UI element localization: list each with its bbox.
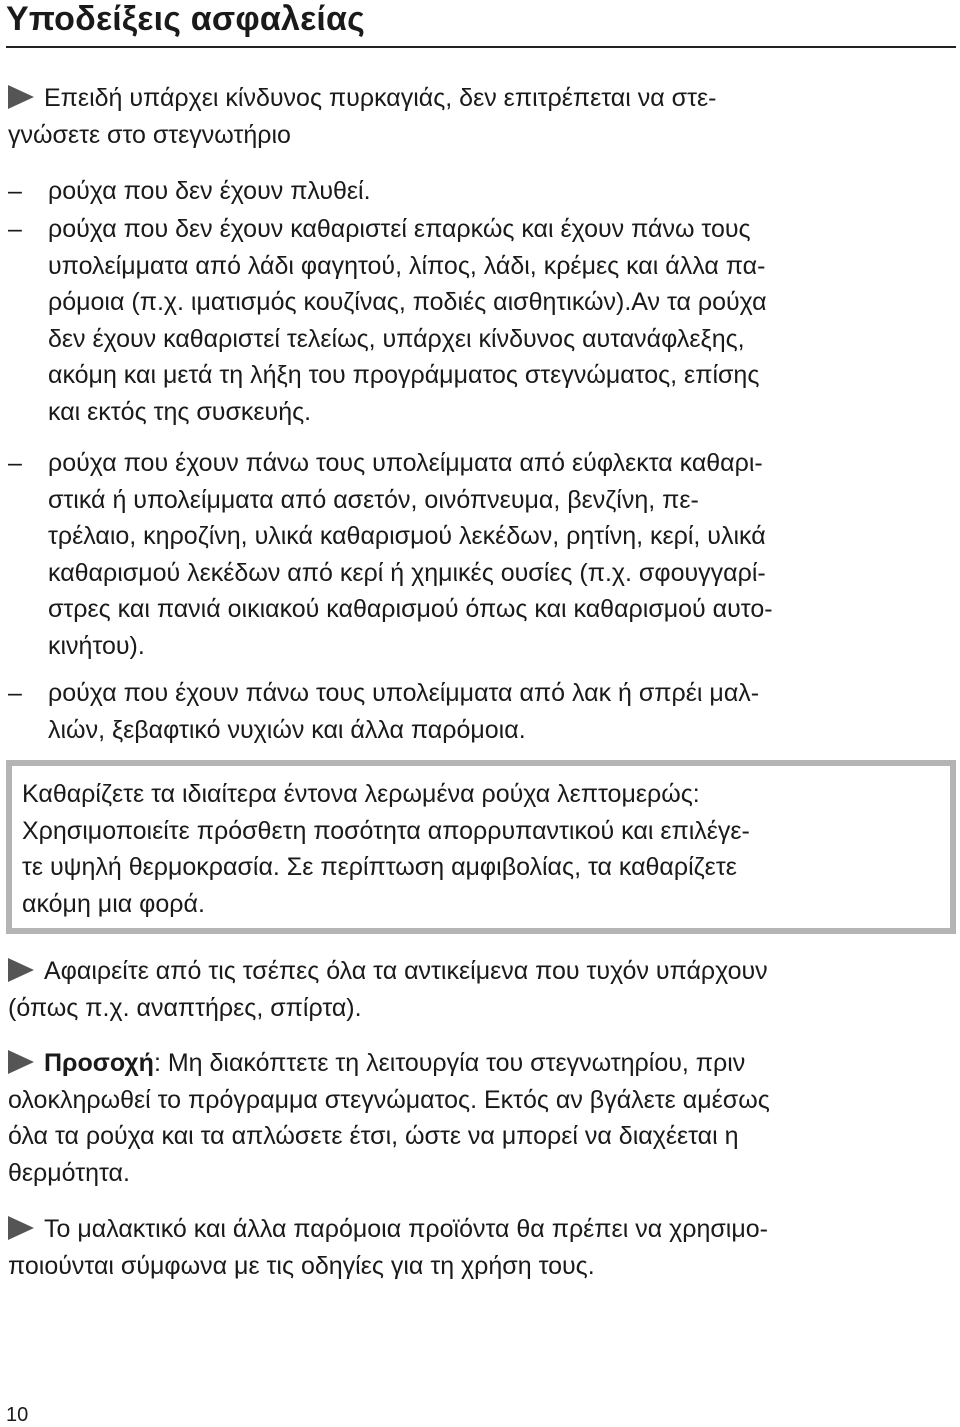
list-item [48, 445, 953, 664]
caution-line: θερμότητα. [8, 1158, 130, 1187]
list-item-line: ρούχα που δεν έχουν πλυθεί. [48, 177, 371, 205]
page-number: 10 [6, 1404, 29, 1426]
title-divider [6, 46, 956, 48]
softener-instruction [8, 1211, 953, 1284]
softener-line-1: Το μαλακτικό και άλλα παρόμοια προϊόντα θα πρέπει να χρησιμο- [44, 1215, 768, 1243]
list-item-line: λιών, ξεβαφτικό νυχιών και άλλα παρόμοια. [48, 715, 526, 744]
pockets-line-2: (όπως π.χ. αναπτήρες, σπίρτα). [8, 993, 362, 1022]
list-item-line: υπολείμματα από λάδι φαγητού, λίπος, λάδι, κρέμες και άλλα πα- [48, 251, 766, 280]
list-item-line: ρόμοια (π.χ. ιματισμός κουζίνας, ποδιές αισθητικών).Αν τα ρούχα [48, 288, 767, 316]
list-item-line: δεν έχουν καθαριστεί τελείως, υπάρχει κίνδυνος αυτανάφλεξης, [48, 324, 745, 353]
note-text [22, 776, 937, 922]
list-dash: – [8, 177, 22, 205]
note-box [6, 760, 956, 934]
list-dash: – [8, 449, 22, 477]
caution-line: ολοκληρωθεί το πρόγραμμα στεγνώματος. Εκτός αν βγάλετε αμέσως [8, 1085, 770, 1114]
list-item-line: ρούχα που έχουν πάνω τους υπολείμματα από εύφλεκτα καθαρι- [48, 449, 763, 477]
list-item-line: στρες και πανιά οικιακού καθαρισμού όπως και καθαρισμού αυτο- [48, 595, 773, 623]
caution-line-1: : Μη διακόπτετε τη λειτουργία του στεγνωτηρίου, πριν [153, 1049, 746, 1077]
caution-label: Προσοχή [44, 1049, 154, 1077]
triangle-arrow-icon [8, 1216, 34, 1240]
list-item [48, 173, 953, 210]
list-item-line: και εκτός της συσκευής. [48, 397, 312, 426]
list-dash: – [8, 679, 22, 707]
list-item-line: κινήτου). [48, 631, 145, 660]
triangle-arrow-icon [8, 85, 34, 109]
list-item-line: καθαρισμού λεκέδων από κερί ή χημικές ουσίες (π.χ. σφουγγαρί- [48, 558, 766, 587]
list-item-line: τρέλαιο, κηροζίνη, υλικά καθαρισμού λεκέδων, ρητίνη, κερί, υλικά [48, 522, 766, 550]
intro-line-1: Επειδή υπάρχει κίνδυνος πυρκαγιάς, δεν επιτρέπεται να στε- [44, 84, 717, 112]
note-line: τε υψηλή θερμοκρασία. Σε περίπτωση αμφιβολίας, τα καθαρίζετε [22, 853, 737, 881]
softener-line-2: ποιούνται σύμφωνα με τις οδηγίες για τη χρήση τους. [8, 1251, 595, 1280]
note-line: Χρησιμοποιείτε πρόσθετη ποσότητα απορρυπαντικού και επιλέγε- [22, 816, 750, 845]
list-item-line: ακόμη και μετά τη λήξη του προγράμματος στεγνώματος, επίσης [48, 361, 760, 389]
list-dash: – [8, 215, 22, 243]
triangle-arrow-icon [8, 1050, 34, 1074]
page-title: Υποδείξεις ασφαλείας [6, 0, 366, 38]
note-line: ακόμη μια φορά. [22, 889, 205, 918]
pockets-line-1: Αφαιρείτε από τις τσέπες όλα τα αντικείμενα που τυχόν υπάρχουν [44, 957, 768, 985]
intro-instruction [8, 80, 948, 153]
intro-line-2: γνώσετε στο στεγνωτήριο [8, 120, 291, 149]
list-item-line: ρούχα που δεν έχουν καθαριστεί επαρκώς και έχουν πάνω τους [48, 215, 751, 243]
caution-line: όλα τα ρούχα και τα απλώσετε έτσι, ώστε να μπορεί να διαχέεται η [8, 1122, 739, 1150]
list-item-line: ρούχα που έχουν πάνω τους υπολείμματα από λακ ή σπρέι μαλ- [48, 679, 760, 707]
list-item-line: στικά ή υπολείμματα από ασετόν, οινόπνευμα, βενζίνη, πε- [48, 485, 699, 514]
caution-instruction [8, 1045, 953, 1191]
list-item [48, 211, 953, 430]
triangle-arrow-icon [8, 958, 34, 982]
note-line: Καθαρίζετε τα ιδιαίτερα έντονα λερωμένα ρούχα λεπτομερώς: [22, 780, 700, 808]
pockets-instruction [8, 953, 953, 1026]
list-item [48, 675, 953, 748]
